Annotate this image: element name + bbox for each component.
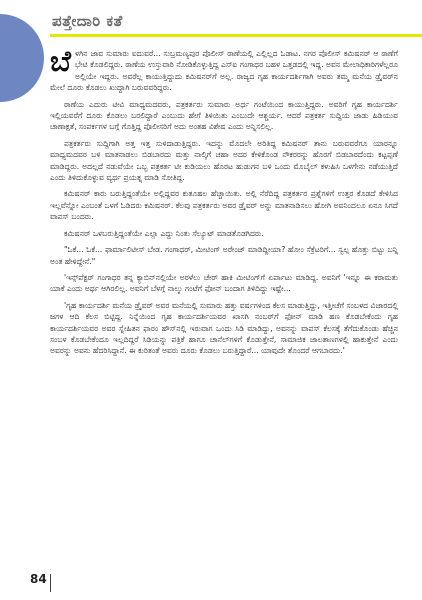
paragraph-1 <box>50 44 398 94</box>
paragraph-5: ಕಮಿಷನರ್ ಒಳಬರುತ್ತಿದ್ದಂತೆಯೇ ಎಲ್ಲಾ ಎದ್ದು ನಿಂತು ಸೆಲ್ಯೂಟ್ ಮಾಡತೊಡಗಿದರು. <box>64 228 264 238</box>
title-underline <box>50 34 422 37</box>
paragraph-8: 'ಗೃಹ ಕಾರ್ಯದರ್ಶಿ ಮನೆಯ ಡ್ರೈವರ್ ಅವರ ಮನೆಯಲ್ಲಿ ಸುಮಾರು ಹತ್ತು ವರ್ಷಗಳಿಂದ ಕೆಲಸ ಮಾಡುತ್ತಿದ್ದು, ಇತ್ತೀಚೆಗೆ ಸಂಬಳದ ವಿಚಾರದಲ್ಲಿ ಜಗಳ ಆದಿ ಕೆಲಸ ಬಿಟ್ಟಿದ್ದ. ನಿನ್ನೆಯಿಂದ ಗೃಹ ಕಾರ್ಯದರ್ಶಿಯವರ ಖಾಸಗಿ ನಂಬರ್‌ಗೆ ಫೋನ್ ಮಾಡಿ ಹಣ ಕೊಡಬೇಕೆಂದು ಗೃಹ ಕಾರ್ಯದರ್ಶಿಯವರ ಅವರ ಸ್ನೇಹಿತನ ಫಾರಂ ಹೌಸ್‌ನಲ್ಲಿ ಇರುವಾಗ ಒಂದು ಸಿಡಿ ಮಾಡಿದ್ದು, ಅವನನ್ನು ವಾಪಸ್ ಕೆಲಸಕ್ಕೆ ತೆಗೆದುಕೊಂಡು ಹೆಚ್ಚಿನ ಸಂಬಳ ಕೊಡಬೇಕೆಂದೂ ಇಲ್ಲದಿದ್ದರೆ ಸಿಡಿಯನ್ನು ಪತ್ರಿಕೆ ಹಾಗೂ ಚಾನೆಲ್‌ಗಳಿಗೆ ಕೊಡುತ್ತೇನೆ, ಸಾಮಾಜಿಕ ಜಾಲತಾಣಗಳಲ್ಲಿ ಹಾಕುತ್ತೇನೆ ಎಂದು ಅವರನ್ನು ಅವನು ಹೆದರಿಸಿದ್ದಾನೆ. ಈ ಕುರಿತಂತೆ ಅವರು ದೂರು ಕೊಡಲು ಬರುತ್ತಿದ್ದಾರೆ... ಯಾವುದೇ ತೊಂದರೆ ಆಗಬಾರದು.' <box>50 300 398 356</box>
footer-divider <box>50 574 51 592</box>
paragraph-6: "ಓಕೆ... ಓಕೆ... ಫಾರ್ಮಾಲಿಟೀಸ್ ಬೇಡ. ಗಂಗಾಧರ್, ಮೀಟಿಂಗ್ ಅರೇಂಜ್ ಮಾಡಿದ್ದೀಯಾ? ಹೋಂ ಸೆಕ್ರೆಟರಿಗೆ... ಸ್ವಲ್ಪ ಹೊತ್ತು ಬಿಟ್ಟು ಬನ್ನಿ ಅಂತ ಹೇಳಿದ್ದೇನೆ." <box>50 245 398 266</box>
section-title: ಪತ್ತೇದಾರಿ ಕತೆ <box>52 12 123 30</box>
article-body <box>50 44 398 362</box>
page-number: 84 <box>30 572 47 586</box>
paragraph-text: ಳಗಿನ ಜಾವ ಸುಮಾರು ಐದುವರೆ... ಸುಬ್ರಮಣ್ಯಪುರ ಪೊಲೀಸ್ ಠಾಣೆಯಲ್ಲಿ ಎಲ್ಲಿಲ್ಲದ ಓಡಾಟ. ನಗರ ಪೊಲೀಸ್ ಕಮಿಷನರ್ ಆ ಠಾಣೆಗೆ ಭೇಟಿ ಕೊಡಲಿದ್ದರು. ಠಾಣೆಯ ಉಸ್ತುವಾರಿ ನೋಡಿಕೊಳ್ಳುತ್ತಿದ್ದ ಎಸ್‌ಐ ಗಂಗಾಧರ ಬಹಳ ಒತ್ತಡದಲ್ಲಿ ಇದ್ದ. ಅವನ ಮೇಲಾಧಿಕಾರಿಗಳೆಲ್ಲರೂ ಅಲ್ಲಿಯೇ ಇದ್ದರು. ಅವರೆಲ್ಲ ಕಾಯುತ್ತಿದ್ದುದು ಕಮಿಷನರ್‌ಗೆ ಅಲ್ಲ. ರಾಜ್ಯದ ಗೃಹ ಕಾರ್ಯದರ್ಶಿಗಾಗಿ ಅವರು ತಮ್ಮ ಮನೆಯ ಡ್ರೈವರ್‌ನ ಮೇಲೆ ದೂರು ಕೊಡಲು ಖುದ್ದಾಗಿ ಬರುವವರಿದ್ದರು. <box>50 49 398 93</box>
decorative-blue-circle <box>0 14 44 102</box>
paragraph-4: ಕಮಿಷನರ್ ಕಾರು ಬರುತ್ತಿದ್ದಂತೆಯೇ ಅಲ್ಲಿದ್ದವರ ಕುತೂಹಲ ಹೆಚ್ಚಾಯಿತು. ಅಲ್ಲಿ ನೆರೆದಿದ್ದ ಪತ್ರಕರ್ತರ ಪ್ರಶ್ನೆಗಳಿಗೆ ಉತ್ತರ ಕೊಡದೆ ಕೇಳಿಸಿದ ಇಲ್ಲವೆನ್ನೋ ಎಂಬಂತೆ ಒಳಗೆ ಓಡಿದರು ಕಮಿಷನರ್. ಕೆಲವು ಪತ್ರಕರ್ತರು ಅವರ ಡ್ರೈವರ್ ಅನ್ನು ಮಾತನಾಡಿಸಲು ಹೋಗಿ ಅವನಿಂದಲೂ ಏನೂ ಸಿಗದೆ ವಾಪಸ್ ಬಂದರು. <box>50 189 398 222</box>
paragraph-3: ಪತ್ರಕರ್ತರು ಸುದ್ದಿಗಾಗಿ ಅತ್ತ ಇತ್ತ ಸುಳಿದಾಡುತ್ತಿದ್ದರು. ಇದನ್ನು ಮೊದಲೇ ಅರಿತಿದ್ದ ಕಮಿಷನರ್ ತಾನು ಬರುವವರೆಗೂ ಯಾರನ್ನೂ ಮಾಧ್ಯಮದವರ ಬಳಿ ಮಾತನಾಡಲು ಬಿಡಬಾರದು ಮತ್ತು ನಾಲ್ಕಿಗೆ ಚಹಾ ಅದರ ಕೇಳಿಕೊಂಡ ನೌಕರರನ್ನು ಹೊರಗೆ ಬಿಡಬಾರದೆಂದು ಕಟ್ಟಪ್ಪಣೆ ಮಾಡಿದ್ದರು. ಅದಲ್ಲದೆ ನಡುವೆಯೇ ಒಬ್ಬ ಪತ್ರಕರ್ತ ಟೀ ಕುಡಿಯಲು ಹೊರಟ ಹುಡುಗನ ಬಳಿ ಒಂದು ಮೊಬೈಲ್ ಕಳುಹಿಸಿ ಒಳಗೇನು ನಡೆಯುತ್ತಿದೆ ಎಂದು ತಿಳಿದುಕೊಳ್ಳುವ ವ್ಯರ್ಥ ಪ್ರಯತ್ನ ಮಾಡಿ ಸೋತಿದ್ದ. <box>50 138 398 183</box>
paragraph-2: ಠಾಣೆಯ ಎದುರು ಟೀವಿ ಮಾಧ್ಯಮದವರು, ಪತ್ರಕರ್ತರು ಸುಮಾರು ಅರ್ಧ ಗಂಟೆಯಿಂದ ಕಾಯುತ್ತಿದ್ದರು. ಅವರಿಗೆ ಗೃಹ ಕಾರ್ಯದರ್ಶಿ ಇಲ್ಲಿಯವರೆಗೆ ದೂರು ಕೊಡಲು ಬರಲಿದ್ದಾರೆ ಎಂಬುದು ಹೇಗೆ ತಿಳಿಯಿತು ಎಂಬುದೇ ಆಶ್ಚರ್ಯ. ಆದರೆ ಪತ್ರಕರ್ತ ಸುದ್ದಿಯ ಜಾಡು ಹಿಡಿಯುವ ಚಾಣಾಕ್ಷತೆ, ಸಂಪರ್ಕಗಳ ಬಗ್ಗೆ ಗೊತ್ತಿದ್ದ ಪೊಲೀಸರಿಗೆ ಅದು ಅಂತಹ ವಿಶೇಷ ಎಂದು ಅನ್ನಿಸಲಿಲ್ಲ. <box>50 99 398 132</box>
drop-cap: ಬೆ <box>50 44 71 78</box>
paragraph-7: 'ಇನ್ಸ್‌ಪೆಕ್ಟರ್ ಗಂಗಾಧರ ತನ್ನ ಕ್ಯಾಬಿನ್‌ನಲ್ಲಿಯೇ ಅರಳೆಲು ಚೇರ್ ಹಾಕಿ ಮೀಟಿಂಗ್‌ಗೆ ಏರ್ಪಾಟು ಮಾಡಿದ್ದ. ಅವನಿಗೆ 'ಇನ್ನೂ ಈ ಕರಾಮತು ಯಾಕೆ ಎಂದು ಅರ್ಥ ಆಗಿರಲಿಲ್ಲ. ಅವನಿಗೆ ಬೆಳಗ್ಗೆ ನಾಲ್ಕು ಗಂಟೆಗೆ ಫೋನ್ ಬಂದಾಗ ತಿಳಿದಿದ್ದು ಇಷ್ಟೇ... <box>50 272 398 294</box>
